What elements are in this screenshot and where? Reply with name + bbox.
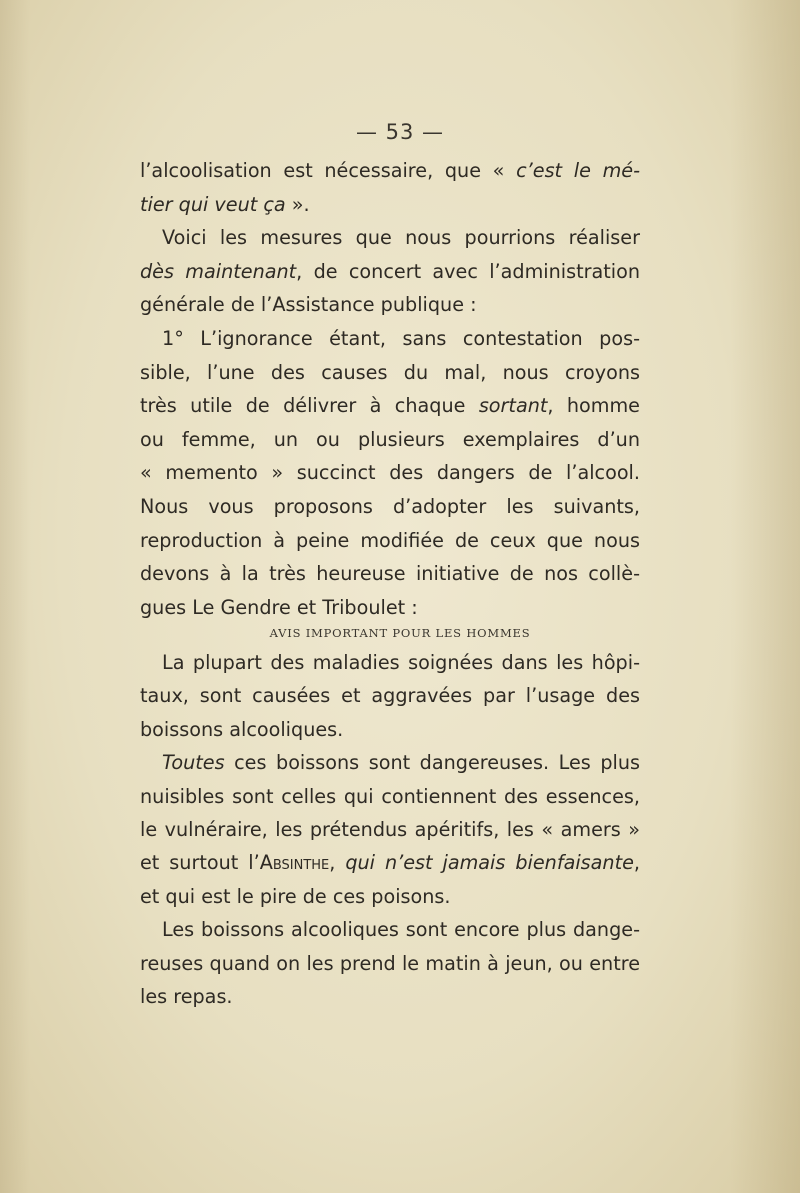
text-line (140, 389, 640, 423)
text-line: nuisibles sont celles qui contiennent des essences, (140, 784, 640, 808)
italic-span: dès maintenant (140, 259, 297, 283)
text-line (140, 846, 640, 879)
text-span: ces boissons sont dangereuses. Les plus (224, 751, 640, 775)
text-span: l’alcoolisation est nécessaire, que « (140, 159, 517, 182)
text-line: La plupart des maladies soignées dans les hôpi- (162, 651, 640, 674)
page-edge-shadow-left (0, 0, 30, 1193)
text-line (140, 188, 640, 222)
page-edge-shadow-right (730, 0, 800, 1193)
text-line: reproduction à peine modifiée de ceux que nous (140, 528, 640, 552)
text-line: le vulnéraire, les prétendus apéritifs, les « amers » (140, 817, 640, 841)
text-line: Les boissons alcooliques sont encore plus dange- (162, 918, 640, 942)
italic-span: sortant (478, 394, 548, 418)
text-line: les repas. (140, 984, 233, 1008)
italic-span: qui n’est jamais bienfaisante (345, 851, 634, 875)
smallcaps-span: Absinthe (259, 851, 330, 875)
text-line: Voici les mesures que nous pourrions réaliser (162, 226, 640, 250)
text-span: , (633, 851, 641, 875)
text-span: , homme (547, 394, 640, 418)
text-span: très utile de délivrer à chaque (140, 394, 479, 418)
text-span: , de concert avec l’administration (296, 259, 640, 283)
text-line: ou femme, un ou plusieurs exemplaires d’un (140, 427, 640, 451)
text-line: gues Le Gendre et Triboulet : (140, 595, 418, 619)
text-span: , (329, 851, 346, 875)
text-span: et surtout l’ (140, 851, 260, 875)
text-line (140, 255, 640, 289)
text-line: « memento » succinct des dangers de l’alcool. (140, 461, 640, 485)
notice-heading: AVIS IMPORTANT POUR LES HOMMES (269, 626, 531, 640)
text-span: ». (285, 192, 310, 216)
text-line: devons à la très heureuse initiative de nos collè- (140, 562, 640, 586)
italic-span: tier qui veut ça (140, 192, 286, 216)
text-line: boissons alcooliques. (140, 717, 344, 741)
text-line: générale de l’Assistance publique : (140, 293, 477, 317)
italic-span: c’est le mé- (516, 159, 640, 182)
text-line: et qui est le pire de ces poisons. (140, 884, 451, 908)
text-line: reuses quand on les prend le matin à jeun, ou entre (140, 951, 640, 975)
paragraph-memento-intro (140, 154, 640, 624)
text-line: sible, l’une des causes du mal, nous croyons (140, 360, 640, 384)
text-line: Nous vous proposons d’adopter les suivants, (140, 494, 640, 518)
page-number: — 53 — (355, 120, 445, 144)
notice-body (140, 646, 640, 1013)
text-line: 1° L’ignorance étant, sans contestation pos- (162, 326, 640, 350)
text-line: taux, sont causées et aggravées par l’usage des (140, 684, 640, 708)
italic-span: Toutes (162, 751, 225, 775)
text-line (140, 746, 640, 779)
text-line (140, 154, 640, 188)
